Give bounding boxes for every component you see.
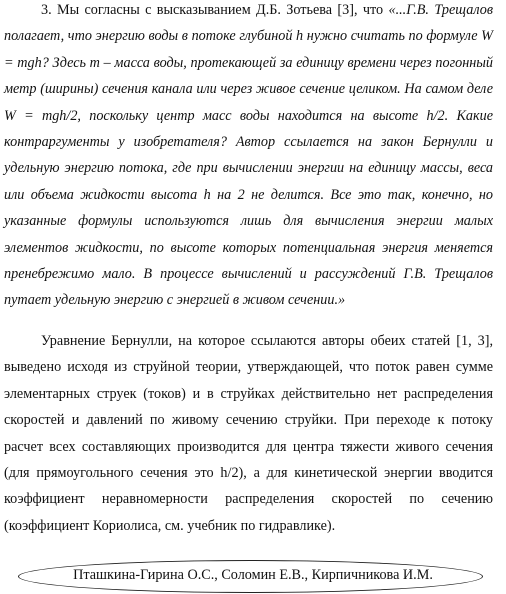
paragraph-quote bbox=[4, 0, 493, 314]
author-names: Пташкина-Гирина О.С., Соломин Е.В., Кирпичникова И.М. bbox=[73, 567, 433, 583]
paragraph-lead-text: Мы согласны с высказыванием Д.Б. Зотьева [3], что bbox=[57, 2, 384, 18]
paragraph-bernoulli: Уравнение Бернулли, на которое ссылаются авторы обеих статей [1, 3], выведено исходя из струйной теории, утверждающей, что поток равен сумме элементарных струек (токов) и в струйках действительно нет распределения скоростей и давлений по живому сечению струйки. При переходе к потоку расчет всех составляющих производится для центра тяжести живого сечения (для прямоугольного сечения это h/2), а для кинетической энергии вводится коэффициент неравномерности распределения скоростей по сечению (коэффициент Кориолиса, см. учебник по гидравлике). bbox=[4, 333, 493, 534]
paragraph-number: 3. bbox=[41, 2, 52, 18]
quoted-text: «...Г.В. Трещалов полагает, что энергию воды в потоке глубиной h нужно считать по формуле W = mgh? Здесь m – масса воды, протекающей за единицу времени через погонный метр (ширины) сечения канала или через живое сечение целиком. На самом деле W = mgh/2, поскольку центр масс воды находится на высоте h/2. Какие контраргументы у изобретателя? Автор ссылается на закон Бернулли и удельную энергию потока, где при вычислении энергии на единицу массы, веса или объема жидкости высота h на 2 не делится. Все это так, конечно, но указанные формулы используются лишь для вычисления энергии малых элементов жидкости, по высоте которых потенциальная энергия меняется пренебрежимо мало. В процессе вычислений и рассуждений Г.В. Трещалов путает удельную энергию с энергией в живом сечении.» bbox=[4, 2, 494, 309]
